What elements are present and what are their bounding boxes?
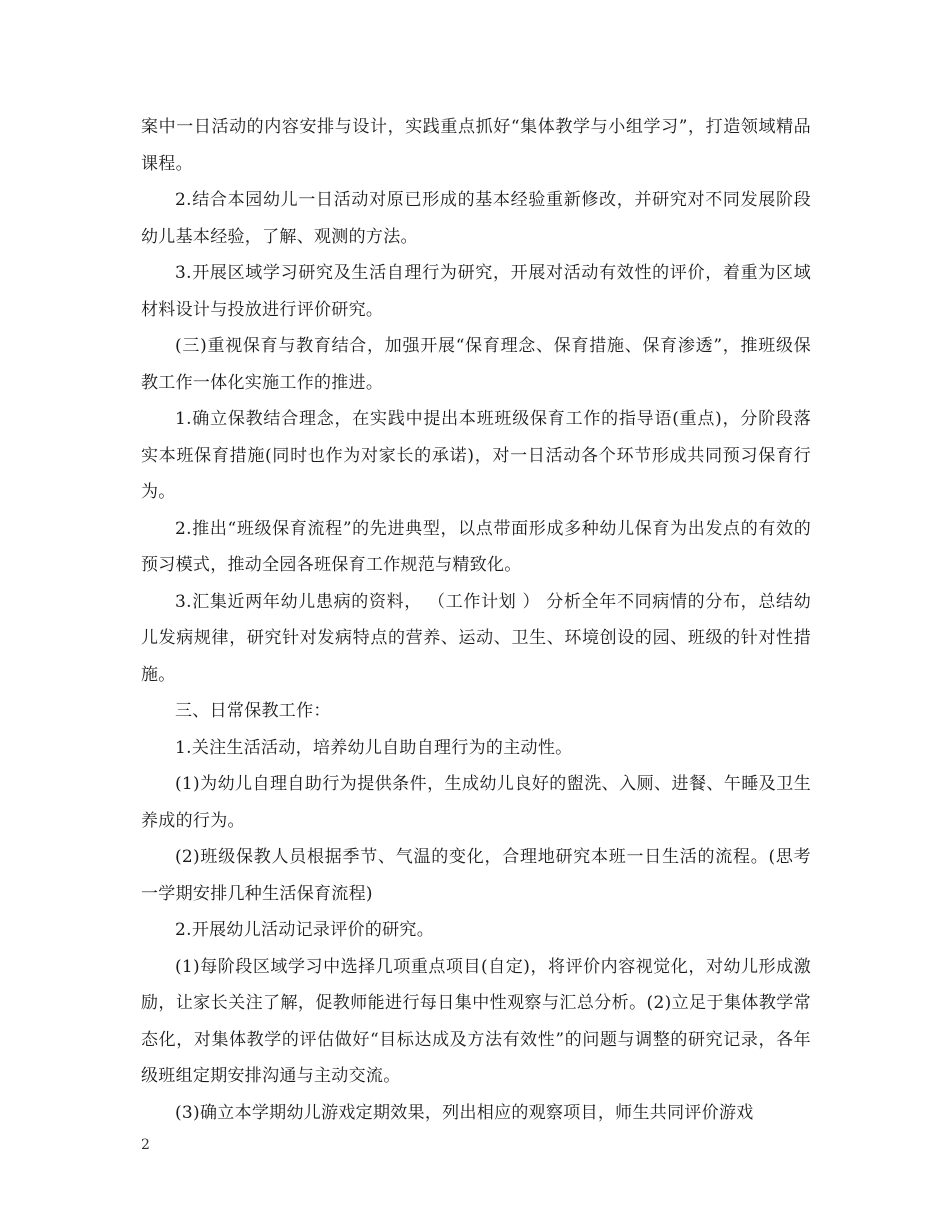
paragraph-10: (2)班级保教人员根据季节、气温的变化，合理地研究本班一日生活的流程。(思考一学期安排几种生活保育流程) (141, 847, 811, 904)
section-heading: 三、日常保教工作： (175, 701, 331, 721)
paragraph-0: 案中一日活动的内容安排与设计，实践重点抓好“集体教学与小组学习”，打造领域精品课程。 (141, 117, 811, 174)
paragraph-3: (三)重视保育与教育结合，加强开展“保育理念、保育措施、保育渗透”，推班级保教工作一体化实施工作的推进。 (141, 336, 811, 393)
paragraph-4: 1.确立保教结合理念，在实践中提出本班班级保育工作的指导语(重点)，分阶段落实本班保育措施(同时也作为对家长的承诺)，对一日活动各个环节形成共同预习保育行为。 (141, 409, 811, 502)
paragraph-13: (3)确立本学期幼儿游戏定期效果，列出相应的观察项目，师生共同评价游戏 (175, 1102, 754, 1123)
paragraph-9: (1)为幼儿自理自助行为提供条件，生成幼儿良好的盥洗、入厕、进餐、午睡及卫生养成的行为。 (141, 774, 811, 831)
paragraph-6: 3.汇集近两年幼儿患病的资料， （工作计划 ） 分析全年不同病情的分布，总结幼儿发病规律，研究针对发病特点的营养、运动、卫生、环境创设的园、班级的针对性措施。 (141, 591, 811, 685)
page-number: 2 (141, 1137, 150, 1153)
paragraph-11: 2.开展幼儿活动记录评价的研究。 (175, 920, 435, 940)
paragraph-5: 2.推出“班级保育流程”的先进典型，以点带面形成多种幼儿保育为出发点的有效的预习模式，推动全园各班保育工作规范与精致化。 (141, 518, 811, 575)
paragraph-8: 1.关注生活活动，培养幼儿自助自理行为的主动性。 (175, 737, 573, 758)
paragraph-2: 3.开展区域学习研究及生活自理行为研究，开展对活动有效性的评价，着重为区域材料设计与投放进行评价研究。 (141, 263, 811, 320)
paragraph-12: (1)每阶段区域学习中选择几项重点项目(自定)，将评价内容视觉化，对幼儿形成激励，让家长关注了解，促教师能进行每日集中性观察与汇总分析。(2)立足于集体教学常态化，对集体教学的评估做好“目标达成及方法有效性”的问题与调整的研究记录，各年级班组定期安排沟通与主动交流。 (141, 956, 811, 1086)
body-text (141, 109, 811, 1131)
paragraph-1: 2.结合本园幼儿一日活动对原已形成的基本经验重新修改，并研究对不同发展阶段幼儿基本经验，了解、观测的方法。 (141, 190, 811, 247)
